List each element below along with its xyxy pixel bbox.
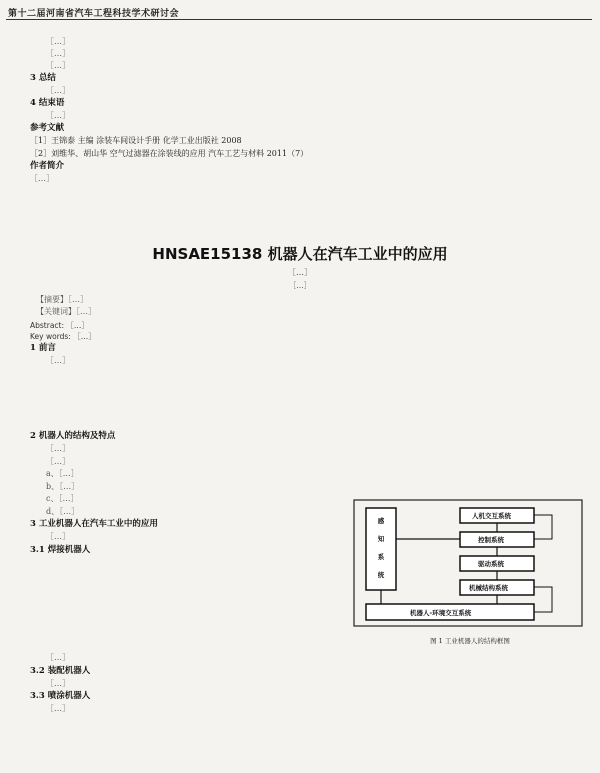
running-header: 第十二届河南省汽车工程科技学术研讨会 xyxy=(8,9,180,19)
header-rule xyxy=(6,19,592,20)
paragraph: ［…］ xyxy=(46,61,70,70)
section-heading: 3.2 装配机器人 xyxy=(30,665,91,676)
bottom-body xyxy=(30,652,578,716)
feedback-loop-upper xyxy=(534,515,552,539)
list-item: a、［…］ xyxy=(46,469,79,478)
section-heading: 3 总结 xyxy=(30,73,56,83)
robot-structure-diagram xyxy=(352,498,584,628)
list-item: d、［…］ xyxy=(46,506,80,516)
author-info-heading: 作者简介 xyxy=(30,161,65,171)
paragraph: ［…］ xyxy=(46,678,70,688)
drive-label: 驱动系统 xyxy=(478,560,504,568)
list-item: c、［…］ xyxy=(46,494,79,503)
paragraph: ［…］ xyxy=(46,37,70,46)
paragraph: ［…］ xyxy=(46,356,70,365)
previous-article-tail xyxy=(30,36,578,185)
section-heading: 3.3 喷涂机器人 xyxy=(30,691,91,701)
environment-label: 机器人-环境交互系统 xyxy=(410,609,472,617)
abstract-block xyxy=(30,294,578,368)
keywords-zh: 【关键词】［…］ xyxy=(36,307,96,316)
feedback-loop-lower xyxy=(534,587,552,612)
article-affiliation: ［…］ xyxy=(288,281,312,290)
section-heading: 1 前言 xyxy=(30,343,56,353)
abstract-en: Abstract: ［…］ xyxy=(30,321,89,330)
section-heading: 2 机器人的结构及特点 xyxy=(30,431,116,441)
paragraph: ［…］ xyxy=(46,86,70,95)
paragraph: ［…］ xyxy=(46,49,70,58)
abstract-zh: 【摘要】［…］ xyxy=(36,295,88,304)
list-item: b、［…］ xyxy=(46,481,80,491)
section-heading: 3 工业机器人在汽车工业中的应用 xyxy=(30,519,158,529)
section-heading: 4 结束语 xyxy=(30,98,65,108)
section-heading: 3.1 焊接机器人 xyxy=(30,544,91,555)
control-label: 控制系统 xyxy=(478,536,504,544)
paragraph: ［…］ xyxy=(46,653,70,662)
keywords-en: Key words: ［…］ xyxy=(30,332,96,341)
left-column xyxy=(30,430,342,557)
references-heading: 参考文献 xyxy=(30,123,65,133)
hmi-label: 人机交互系统 xyxy=(472,512,511,520)
mechanism-label: 机械结构系统 xyxy=(469,584,508,592)
article-authors: ［…］ xyxy=(288,268,312,277)
paragraph: ［…］ xyxy=(46,704,70,713)
author-info: ［…］ xyxy=(30,174,54,183)
reference-item: ［2］刘维华、胡山华 空气过滤器在涂装线的应用 汽车工艺与材料 2011（7） xyxy=(30,148,309,158)
paragraph: ［…］ xyxy=(46,456,70,466)
reference-item: ［1］王锦泰 主编 涂装车间设计手册 化学工业出版社 2008 xyxy=(30,136,242,145)
perception-label: 感知系统 xyxy=(377,517,385,579)
paragraph: ［…］ xyxy=(46,532,70,541)
figure-caption: 图 1 工业机器人的结构框图 xyxy=(430,637,510,645)
article-title: HNSAE15138 机器人在汽车工业中的应用 xyxy=(152,245,448,263)
paragraph: ［…］ xyxy=(46,111,70,120)
paragraph: ［…］ xyxy=(46,444,70,453)
